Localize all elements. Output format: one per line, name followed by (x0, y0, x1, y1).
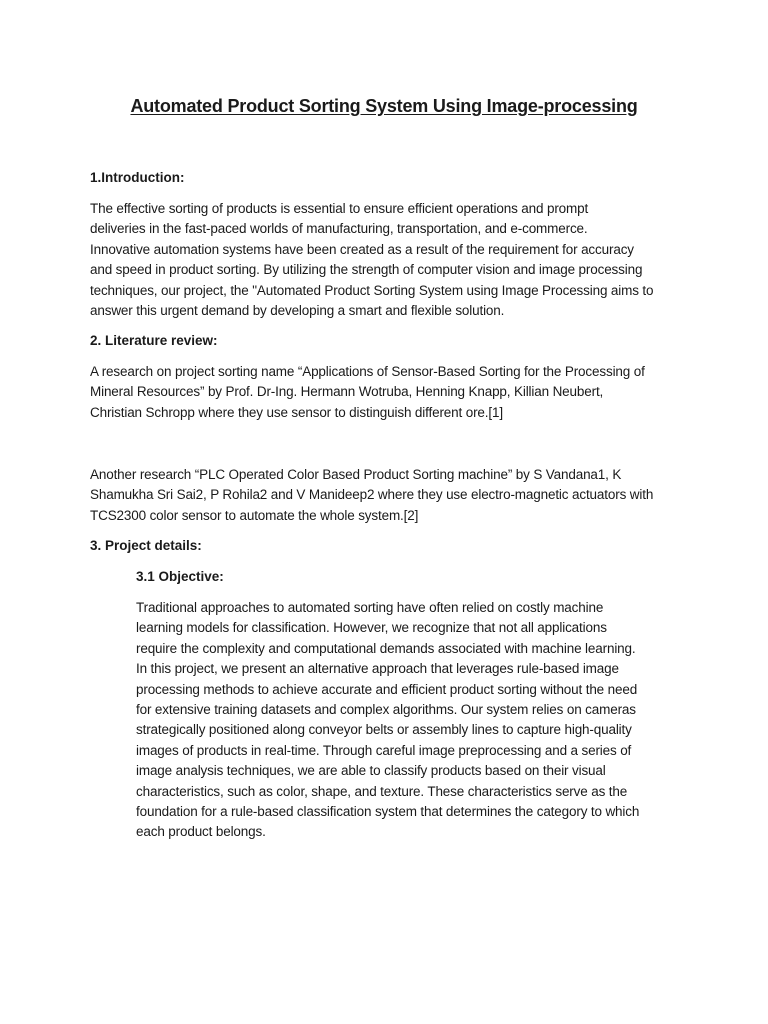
paragraph-line: images of products in real-time. Through careful image preprocessing and a series of (136, 742, 632, 758)
paragraph-line: each product belongs. (136, 824, 266, 840)
paragraph-line: Mineral Resources” by Prof. Dr-Ing. Hermann Wotruba, Henning Knapp, Killian Neubert, (90, 384, 604, 400)
project-details-heading: 3. Project details: (90, 538, 202, 553)
paragraph-line: processing methods to achieve accurate and efficient product sorting without the need (136, 681, 638, 697)
introduction-paragraph (90, 199, 653, 321)
paragraph-line: deliveries in the fast-paced worlds of manufacturing, transportation, and e-commerce. (90, 221, 588, 237)
paragraph-line: A research on project sorting name “Applications of Sensor-Based Sorting for the Processing of (90, 364, 645, 379)
literature-review-paragraph-2 (90, 465, 653, 526)
paragraph-line: image analysis techniques, we are able to classify products based on their visual (136, 763, 606, 779)
objective-paragraph (136, 598, 639, 843)
paragraph-line: Christian Schropp where they use sensor to distinguish different ore.[1] (90, 404, 503, 420)
paragraph-line: techniques, our project, the "Automated Product Sorting System using Image Processing aims to (90, 282, 654, 298)
paragraph-line: In this project, we present an alternative approach that leverages rule-based image (136, 661, 619, 677)
document-title: Automated Product Sorting System Using Image-processing (130, 96, 638, 116)
literature-review-paragraph-1 (90, 362, 645, 423)
introduction-heading: 1.Introduction: (90, 170, 185, 185)
literature-review-heading: 2. Literature review: (90, 333, 218, 348)
paragraph-line: answer this urgent demand by developing a smart and flexible solution. (90, 303, 505, 319)
paragraph-line: learning models for classification. However, we recognize that not all applications (136, 620, 607, 636)
objective-heading: 3.1 Objective: (136, 569, 224, 584)
paragraph-line: and speed in product sorting. By utilizing the strength of computer vision and image processing (90, 262, 643, 278)
paragraph-line: The effective sorting of products is essential to ensure efficient operations and prompt (90, 201, 589, 216)
paragraph-line: for extensive training datasets and complex algorithms. Our system relies on cameras (136, 702, 636, 718)
paragraph-line: foundation for a rule-based classification system that determines the category to which (136, 804, 640, 820)
paragraph-line: TCS2300 color sensor to automate the whole system.[2] (90, 507, 419, 523)
paragraph-line: Traditional approaches to automated sorting have often relied on costly machine (136, 600, 604, 615)
paragraph-line: Another research “PLC Operated Color Based Product Sorting machine” by S Vandana1, K (90, 467, 622, 482)
paragraph-line: require the complexity and computational demands associated with machine learning. (136, 640, 636, 656)
paragraph-line: Shamukha Sri Sai2, P Rohila2 and V Manideep2 where they use electro-magnetic actuators with (90, 487, 654, 503)
paragraph-line: strategically positioned along conveyor belts or assembly lines to capture high-quality (136, 722, 632, 738)
paragraph-line: characteristics, such as color, shape, and texture. These characteristics serve as the (136, 783, 628, 799)
paragraph-line: Innovative automation systems have been created as a result of the requirement for accuracy (90, 241, 634, 257)
